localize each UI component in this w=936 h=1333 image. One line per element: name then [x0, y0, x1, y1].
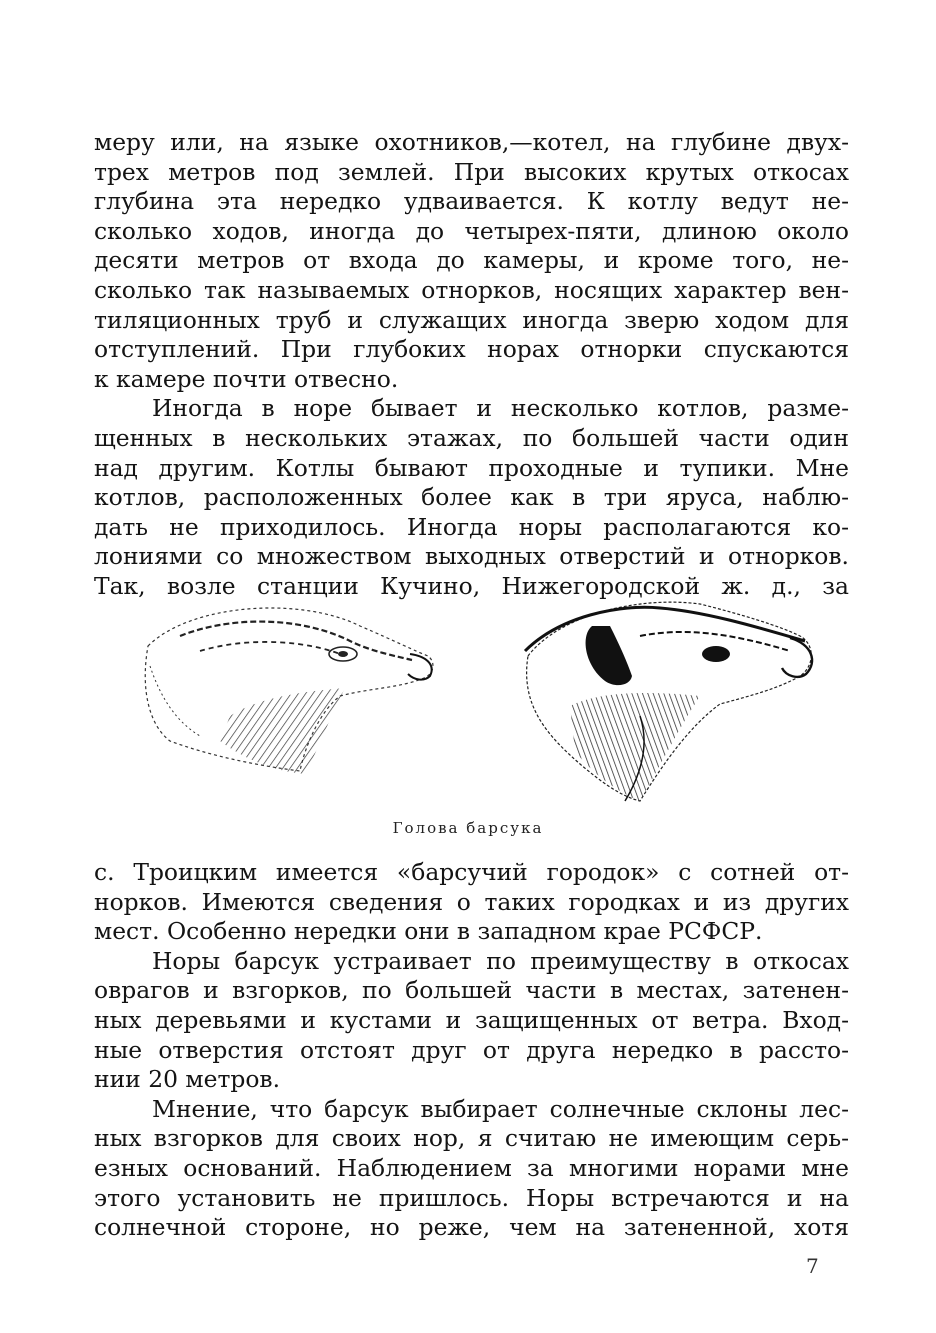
text-line: ных взгорков для своих нор, я считаю не имеющим серь-: [94, 1124, 849, 1153]
text-line: над другим. Котлы бывают проходные и тупики. Мне: [94, 453, 849, 482]
text-line: тиляционных труб и служащих иногда зверю ходом для: [94, 305, 849, 334]
text-line: к камере почти отвесно.: [94, 364, 399, 393]
paragraph-first-line: Норы барсук устраивает по преимуществу в откосах: [152, 946, 849, 975]
text-block-upper: [94, 128, 849, 602]
paragraph-first-line: Иногда в норе бывает и несколько котлов, разме-: [152, 394, 849, 423]
badger-heads-illustration: [0, 596, 936, 811]
text-line: езных оснований. Наблюдением за многими норами мне: [94, 1153, 849, 1182]
text-line: оврагов и взгорков, по большей части в местах, затенен-: [94, 976, 849, 1005]
text-line: трех метров под землей. При высоких крутых откосах: [94, 157, 849, 186]
badger-head-left: [145, 608, 433, 774]
text-line: котлов, расположенных более как в три яруса, наблю-: [94, 483, 849, 512]
text-line: этого установить не пришлось. Норы встречаются и на: [94, 1183, 849, 1212]
text-line: ные отверстия отстоят друг от друга нередко в рассто-: [94, 1035, 849, 1064]
text-line: десяти метров от входа до камеры, и кроме того, не-: [94, 246, 849, 275]
text-line: меру или, на языке охотников,—котел, на глубине двух-: [94, 128, 849, 156]
text-block-lower: [94, 858, 849, 1243]
text-line: нии 20 метров.: [94, 1065, 281, 1094]
text-line: дать не приходилось. Иногда норы располагаются ко-: [94, 512, 849, 541]
text-line: лониями со множеством выходных отверстий и отнорков.: [94, 542, 849, 571]
figure-caption: Голова барсука: [392, 819, 544, 837]
text-line: Так, возле станции Кучино, Нижегородской ж. д., за: [94, 571, 849, 600]
text-line: норков. Имеются сведения о таких городках и из других: [94, 887, 849, 916]
text-line: щенных в нескольких этажах, по большей части один: [94, 423, 849, 452]
page-number: 7: [806, 1254, 819, 1278]
text-line: ных деревьями и кустами и защищенных от ветра. Вход-: [94, 1005, 849, 1034]
text-line: мест. Особенно нередки они в западном крае РСФСР.: [94, 917, 763, 946]
text-line: сколько ходов, иногда до четырех-пяти, длиною около: [94, 216, 849, 245]
text-line: солнечной стороне, но реже, чем на затененной, хотя: [94, 1213, 849, 1242]
text-line: отступлений. При глубоких норах отнорки спускаются: [94, 335, 849, 364]
paragraph-first-line: Мнение, что барсук выбирает солнечные склоны лес-: [152, 1094, 849, 1123]
text-line: с. Троицким имеется «барсучий городок» с сотней от-: [94, 858, 849, 886]
text-line: сколько так называемых отнорков, носящих характер вен-: [94, 275, 849, 304]
badger-head-right: [525, 602, 812, 801]
text-line: глубина эта нередко удваивается. К котлу ведут не-: [94, 187, 849, 216]
